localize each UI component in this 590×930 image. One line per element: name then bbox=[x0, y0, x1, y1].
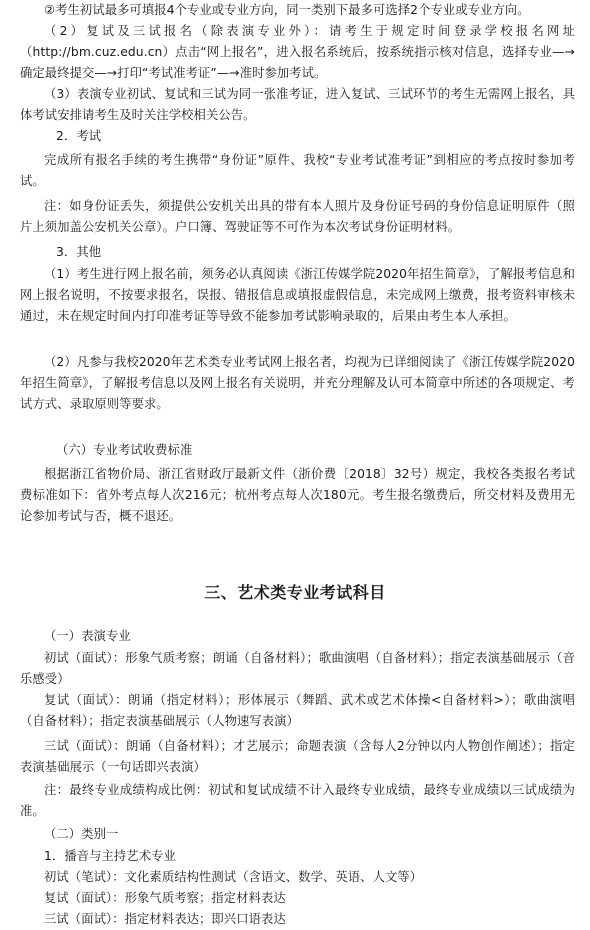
paragraph: 复试（面试）：朗诵（指定材料）；形体展示（舞蹈、武术或艺术体操<自备材料>）；歌曲演唱（自备材料）；指定表演基础展示（人物速写表演） bbox=[20, 693, 575, 728]
paragraph: 注：如身份证丢失，须提供公安机关出具的带有本人照片及身份证号码的身份信息证明原件（照片上须加盖公安机关公章）。户口簿、驾驶证等不可作为本次考试身份证明材料。 bbox=[20, 199, 575, 234]
paragraph: 根据浙江省物价局、浙江省财政厅最新文件（浙价费〔2018〕32号）规定，我校各类报名考试费标准如下：省外考点每人次216元；杭州考点每人次180元。考生报名缴费后，所交材料及费用无论参加考试与否，概不退还。 bbox=[20, 467, 575, 523]
paragraph: （3）表演专业初试、复试和三试为同一张准考证，进入复试、三试环节的考生无需网上报名，具体考试安排请考生及时关注学校相关公告。 bbox=[20, 87, 575, 122]
paragraph: （2）复试及三试报名（除表演专业外）：请考生于规定时间登录学校报名网址（http://bm.cuz.edu.cn）点击“网上报名”，进入报名系统后，按系统指示核对信息，选择专业—→确定最终提交—→打印“考试准考证”—→准时参加考试。 bbox=[20, 24, 575, 80]
subsection-title: （二）类别一 bbox=[44, 827, 119, 841]
paragraph: （1）考生进行网上报名前，须务必认真阅读《浙江传媒学院2020年招生简章》，了解报考信息和网上报名说明，不按要求报名，误报、错报信息或填报虚假信息，未完成网上缴费，报考资料审核未通过，未在规定时间内打印准考证等导致不能参加考试影响录取的，后果由考生本人承担。 bbox=[20, 267, 575, 323]
paragraph: 注：最终专业成绩构成比例：初试和复试成绩不计入最终专业成绩，最终专业成绩以三试成绩为准。 bbox=[20, 783, 575, 818]
section-heading: 三、艺术类专业考试科目 bbox=[204, 583, 386, 602]
paragraph: 初试（笔试）：文化素质结构性测试（含语文、数学、英语、人文等） bbox=[44, 870, 423, 884]
paragraph: 三试（面试）：朗诵（自备材料）；才艺展示；命题表演（含每人2分钟以内人物创作阐述）；指定表演基础展示（一句话即兴表演） bbox=[20, 739, 575, 774]
subsection-title: 1．播音与主持艺术专业 bbox=[44, 849, 176, 863]
subsection-title: （一）表演专业 bbox=[44, 629, 131, 643]
paragraph: ②考生初试最多可填报4个专业或专业方向，同一类别下最多可选择2个专业或专业方向。 bbox=[44, 3, 530, 17]
paragraph: 初试（面试）：形象气质考察；朗诵（自备材料）；歌曲演唱（自备材料）；指定表演基础展示（音乐感受） bbox=[20, 651, 575, 686]
paragraph: 三试（面试）：指定材料表达；即兴口语表达 bbox=[44, 912, 286, 926]
paragraph: 完成所有报名手续的考生携带“身份证”原件、我校“专业考试准考证”到相应的考点按时参加考试。 bbox=[20, 153, 575, 188]
paragraph: 复试（面试）：形象气质考察；指定材料表达 bbox=[44, 891, 286, 905]
subsection-title: （六）专业考试收费标准 bbox=[56, 443, 193, 457]
section-label: 3．其他 bbox=[56, 245, 102, 259]
section-label: 2．考试 bbox=[56, 129, 102, 143]
paragraph: （2）凡参与我校2020年艺术类专业考试网上报名者，均视为已详细阅读了《浙江传媒学院2020年招生简章》，了解报考信息以及网上报名有关说明，并充分理解及认可本简章中所述的各项规定、考试方式、录取原则等要求。 bbox=[20, 355, 575, 411]
